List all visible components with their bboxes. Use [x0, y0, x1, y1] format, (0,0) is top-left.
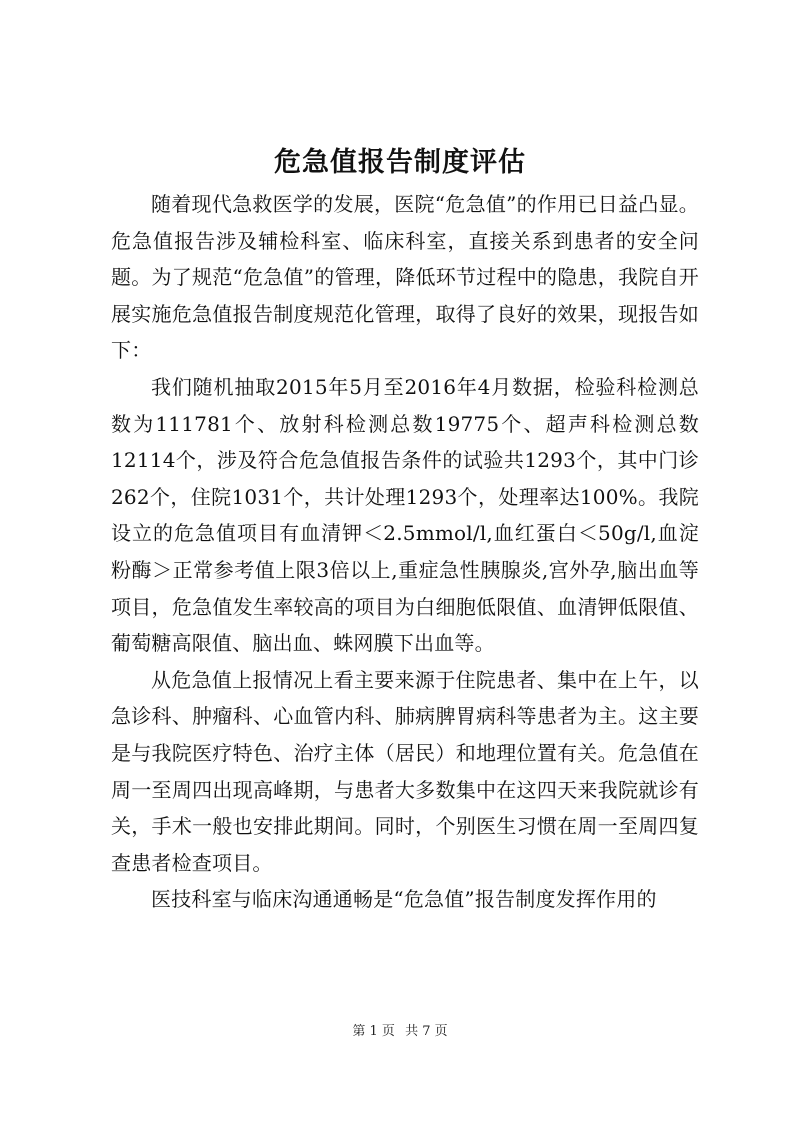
document-body: [111, 186, 699, 918]
paragraph-analysis: 从危急值上报情况上看主要来源于住院患者、集中在上午，以急诊科、肿瘤科、心血管内科、肺病脾胃病科等患者为主。这主要是与我院医疗特色、治疗主体（居民）和地理位置有关。危急值在周一至周四出现高峰期，与患者大多数集中在这四天来我院就诊有关，手术一般也安排此期间。同时，个别医生习惯在周一至周四复查患者检查项目。: [111, 667, 699, 875]
paragraph-intro: 随着现代急救医学的发展，医院“危急值”的作用已日益凸显。危急值报告涉及辅检科室、临床科室，直接关系到患者的安全问题。为了规范“危急值”的管理，降低环节过程中的隐患，我院自开展实施危急值报告制度规范化管理，取得了良好的效果，现报告如下：: [111, 192, 699, 363]
page-number-current: 第 1 页: [352, 1024, 395, 1039]
paragraph-statistics: 我们随机抽取2015年5月至2016年4月数据，检验科检测总数为111781个、放射科检测总数19775个、超声科检测总数12114个，涉及符合危急值报告条件的试验共1293个，其中门诊262个，住院1031个，共计处理1293个，处理率达100%。我院设立的危急值项目有血清钾＜2.5mmol/l,血红蛋白＜50g/l,血淀粉酶＞正常参考值上限3倍以上,重症急性胰腺炎,宫外孕,脑出血等项目，危急值发生率较高的项目为白细胞低限值、血清钾低限值、葡萄糖高限值、脑出血、蛛网膜下出血等。: [111, 374, 699, 656]
paragraph-communication: 医技科室与临床沟通通畅是“危急值”报告制度发挥作用的: [151, 887, 657, 912]
page-number-total: 共 7 页: [405, 1024, 448, 1039]
document-title: 危急值报告制度评估: [274, 147, 526, 178]
page-footer: [0, 1022, 800, 1042]
